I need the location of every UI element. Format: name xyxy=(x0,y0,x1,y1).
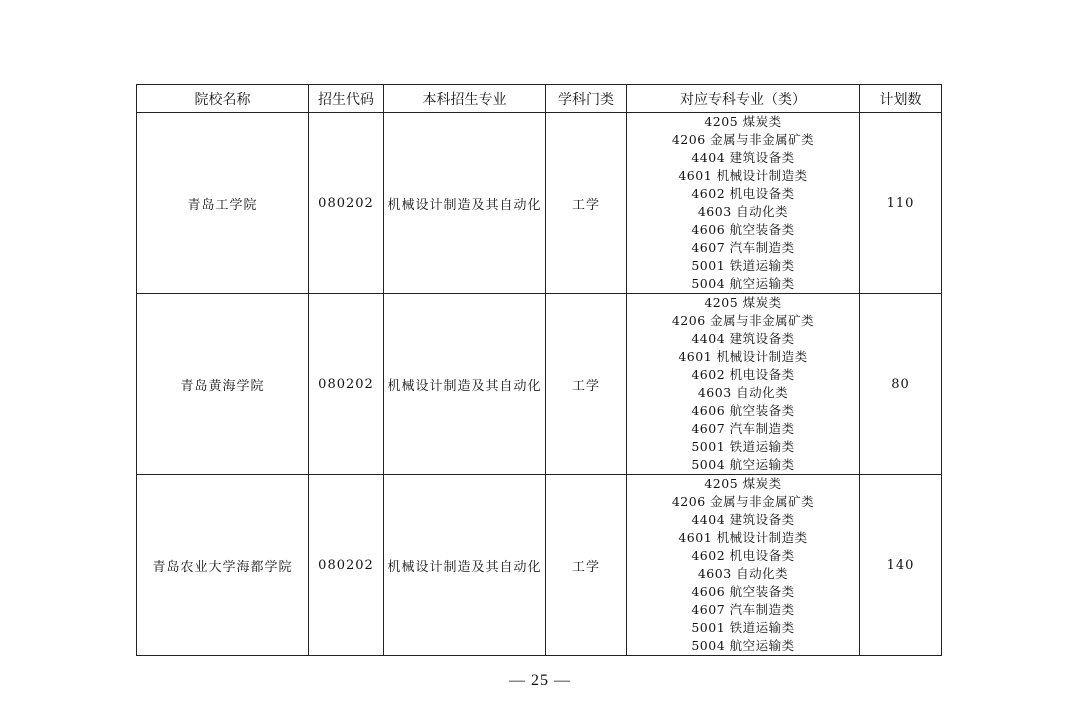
major-cell: 机械设计制造及其自动化 xyxy=(384,294,546,475)
specialty-item: 4603 自动化类 xyxy=(697,204,789,219)
specialty-item: 4607 汽车制造类 xyxy=(691,240,795,255)
specialty-item: 4606 航空装备类 xyxy=(691,222,795,237)
specialty-item: 4607 汽车制造类 xyxy=(691,421,795,436)
plan-count-cell: 110 xyxy=(860,113,942,294)
enroll-code-cell: 080202 xyxy=(309,475,384,656)
school-name-cell: 青岛农业大学海都学院 xyxy=(137,475,309,656)
specialty-item: 5001 铁道运输类 xyxy=(691,439,795,454)
table-header-row xyxy=(137,85,942,113)
specialty-item: 4602 机电设备类 xyxy=(691,548,795,563)
header-corresponding-specialty: 对应专科专业（类） xyxy=(627,85,860,113)
specialty-item: 4404 建筑设备类 xyxy=(691,331,795,346)
specialty-item: 4206 金属与非金属矿类 xyxy=(671,132,815,147)
specialty-item: 4602 机电设备类 xyxy=(691,367,795,382)
specialty-list-cell xyxy=(627,475,860,656)
specialty-item: 4206 金属与非金属矿类 xyxy=(671,313,815,328)
specialty-item: 5001 铁道运输类 xyxy=(691,620,795,635)
specialty-item: 4603 自动化类 xyxy=(697,385,789,400)
specialty-item: 5004 航空运输类 xyxy=(691,638,795,653)
header-school-name: 院校名称 xyxy=(137,85,309,113)
specialty-item: 4601 机械设计制造类 xyxy=(678,349,808,364)
header-undergrad-major: 本科招生专业 xyxy=(384,85,546,113)
specialty-item: 4607 汽车制造类 xyxy=(691,602,795,617)
specialty-item: 4602 机电设备类 xyxy=(691,186,795,201)
header-enroll-code: 招生代码 xyxy=(309,85,384,113)
specialty-item: 4601 机械设计制造类 xyxy=(678,530,808,545)
enroll-code-cell: 080202 xyxy=(309,113,384,294)
specialty-item: 4404 建筑设备类 xyxy=(691,512,795,527)
header-discipline-category: 学科门类 xyxy=(546,85,627,113)
specialty-item: 4205 煤炭类 xyxy=(704,114,782,129)
specialty-item: 4206 金属与非金属矿类 xyxy=(671,494,815,509)
specialty-item: 4601 机械设计制造类 xyxy=(678,168,808,183)
specialty-item: 4205 煤炭类 xyxy=(704,295,782,310)
table-row xyxy=(137,294,942,475)
plan-count-cell: 140 xyxy=(860,475,942,656)
category-cell: 工学 xyxy=(546,113,627,294)
specialty-item: 5001 铁道运输类 xyxy=(691,258,795,273)
page-number: — 25 — xyxy=(509,672,571,689)
specialty-list-cell xyxy=(627,113,860,294)
school-name-cell: 青岛黄海学院 xyxy=(137,294,309,475)
specialty-item: 4404 建筑设备类 xyxy=(691,150,795,165)
specialty-item: 4603 自动化类 xyxy=(697,566,789,581)
specialty-list-cell xyxy=(627,294,860,475)
enroll-code-cell: 080202 xyxy=(309,294,384,475)
school-name-cell: 青岛工学院 xyxy=(137,113,309,294)
table-row xyxy=(137,475,942,656)
specialty-item: 5004 航空运输类 xyxy=(691,457,795,472)
major-cell: 机械设计制造及其自动化 xyxy=(384,113,546,294)
specialty-item: 5004 航空运输类 xyxy=(691,276,795,291)
header-plan-count: 计划数 xyxy=(860,85,942,113)
specialty-item: 4606 航空装备类 xyxy=(691,403,795,418)
enrollment-table xyxy=(136,84,942,656)
category-cell: 工学 xyxy=(546,475,627,656)
specialty-item: 4205 煤炭类 xyxy=(704,476,782,491)
plan-count-cell: 80 xyxy=(860,294,942,475)
category-cell: 工学 xyxy=(546,294,627,475)
specialty-item: 4606 航空装备类 xyxy=(691,584,795,599)
table-row xyxy=(137,113,942,294)
major-cell: 机械设计制造及其自动化 xyxy=(384,475,546,656)
